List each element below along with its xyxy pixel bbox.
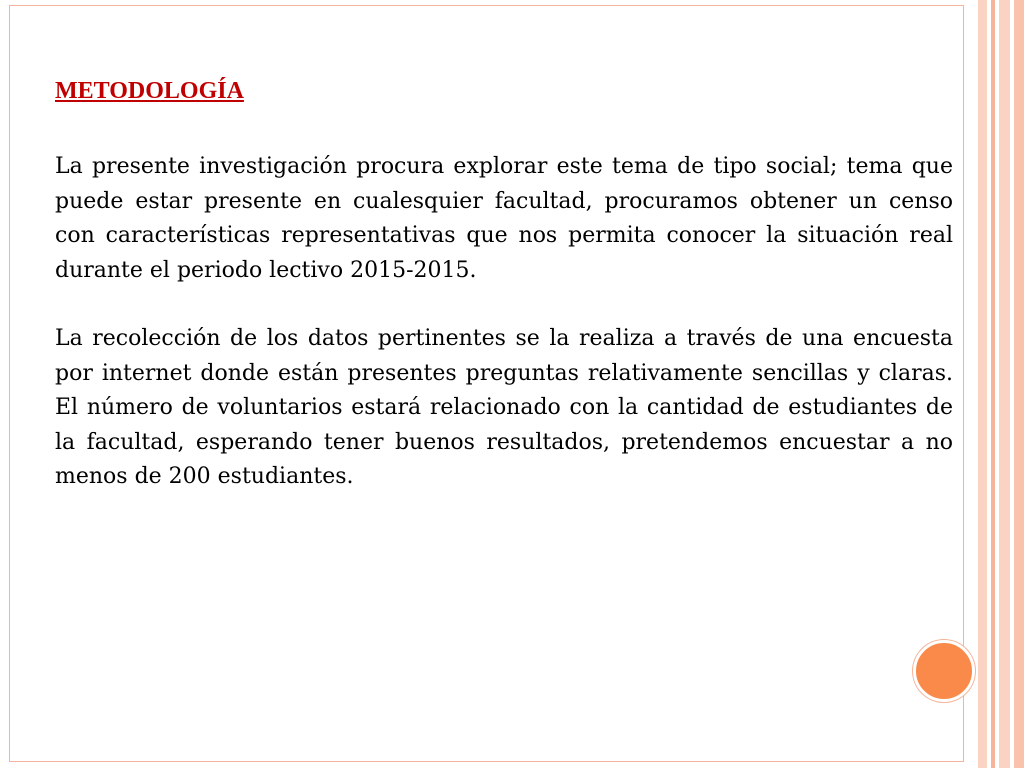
slide-content (55, 76, 953, 529)
right-edge-stripe (1014, 0, 1024, 768)
right-edge-stripe (999, 0, 1010, 768)
right-edge-stripe (978, 0, 987, 768)
right-edge-stripe (991, 0, 995, 768)
decorative-circle-icon (913, 640, 975, 702)
paragraph-methodology-scope: La presente investigación procura explorar este tema de tipo social; tema que puede estar presente en cualesquier facultad, procuramos obtener un censo con características representativas que nos permita conocer la situación real durante el periodo lectivo 2015-2015. (55, 154, 953, 283)
paragraph-data-collection: La recolección de los datos pertinentes se la realiza a través de una encuesta por internet donde están presentes preguntas relativamente sencillas y claras. El número de voluntarios estará relacionado con la cantidad de estudiantes de la facultad, esperando tener buenos resultados, pretendemos encuestar a no menos de 200 estudiantes. (55, 326, 953, 489)
slide-title: METODOLOGÍA (55, 78, 244, 104)
